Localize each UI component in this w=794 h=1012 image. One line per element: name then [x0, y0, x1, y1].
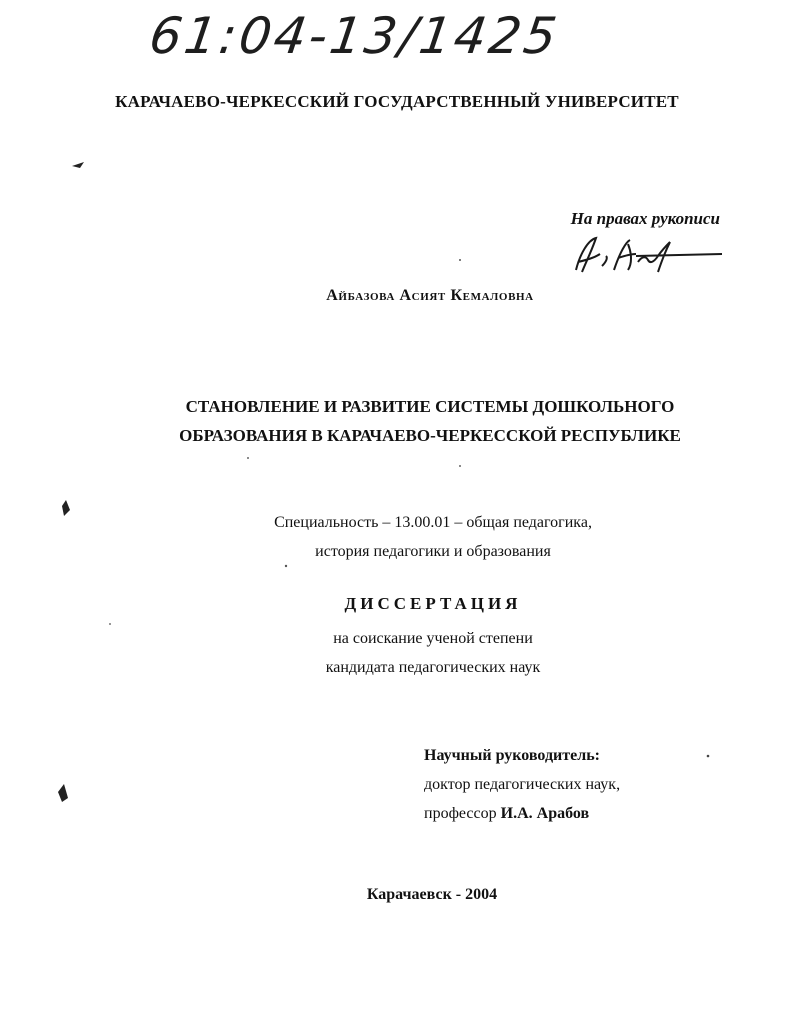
university-name: КАРАЧАЕВО-ЧЕРКЕССКИЙ ГОСУДАРСТВЕННЫЙ УНИВЕРСИТЕТ [115, 92, 679, 111]
degree-line: кандидата педагогических наук [325, 659, 541, 676]
scan-speck [707, 755, 710, 758]
supervisor-line [424, 799, 620, 828]
specialty-block [0, 508, 794, 566]
scan-speck [72, 162, 84, 168]
supervisor-name: И.А. Арабов [500, 805, 590, 822]
specialty-line: Специальность – 13.00.01 – общая педагогика, [274, 514, 592, 531]
scan-speck [58, 784, 68, 802]
scan-speck [247, 457, 249, 459]
title-line: СТАНОВЛЕНИЕ И РАЗВИТИЕ СИСТЕМЫ ДОШКОЛЬНОГО [185, 397, 675, 416]
supervisor-degree: доктор педагогических наук, [424, 776, 621, 793]
supervisor-block [424, 741, 620, 828]
dissertation-title [0, 392, 794, 450]
manuscript-rights-note: На правах рукописи [570, 209, 720, 228]
handwritten-archive-number: 61:04-13/1425 [145, 7, 563, 65]
specialty-line: история педагогики и образования [315, 543, 551, 560]
degree-block [0, 624, 794, 682]
scan-speck [459, 259, 461, 261]
author-name: Айбазова Асият Кемаловна [326, 287, 534, 304]
scan-speck [459, 465, 461, 467]
supervisor-rank: профессор [424, 805, 497, 822]
author-signature [566, 232, 726, 276]
city-year: Карачаевск - 2004 [366, 886, 498, 903]
degree-line: на соискание ученой степени [333, 630, 533, 647]
title-line: ОБРАЗОВАНИЯ В КАРАЧАЕВО-ЧЕРКЕССКОЙ РЕСПУБЛИКЕ [179, 426, 681, 445]
document-type: ДИССЕРТАЦИЯ [344, 594, 522, 613]
supervisor-heading: Научный руководитель: [424, 747, 600, 764]
